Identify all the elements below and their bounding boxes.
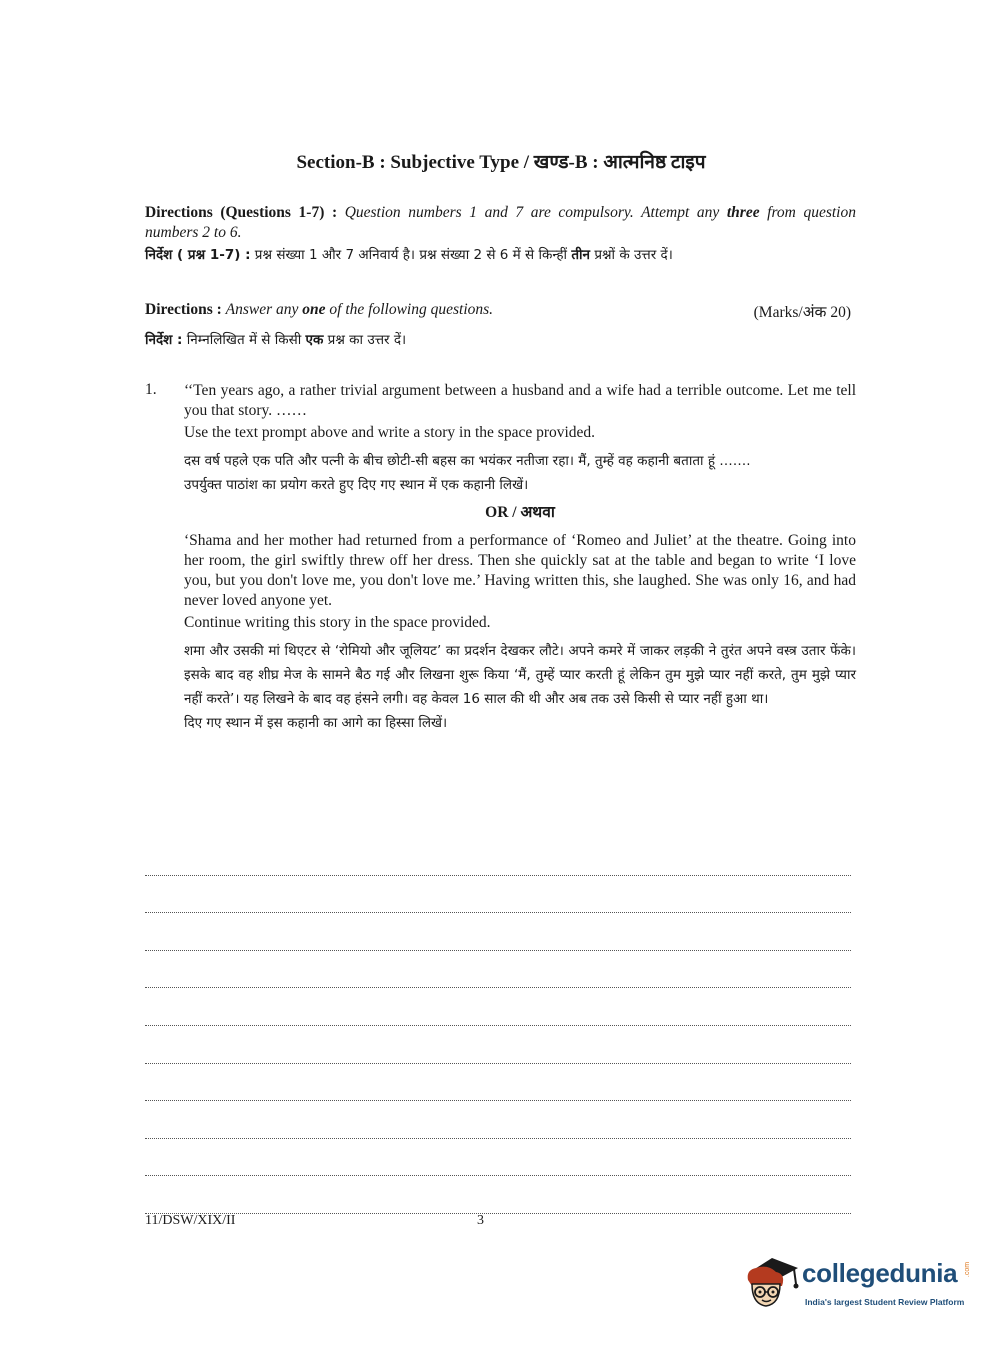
directions-sub-hi-label: निर्देश : (145, 332, 183, 348)
directions-sub-hindi (145, 328, 856, 352)
directions-main-hi-text-2: प्रश्नों के उत्तर दें। (594, 247, 673, 263)
answer-line[interactable] (145, 951, 851, 989)
answer-line[interactable] (145, 1101, 851, 1139)
or-separator: OR / अथवा (485, 504, 555, 521)
prompt-1-hindi: दस वर्ष पहले एक पति और पत्नी के बीच छोटी-सी बहस का भयंकर नतीजा रहा। मैं, तुम्हें वह कहानी बताता हूं ……. (184, 453, 751, 469)
answer-line[interactable] (145, 1026, 851, 1064)
marks-label: (Marks/अंक 20) (753, 304, 851, 321)
directions-sub-label: Directions : (145, 301, 222, 318)
prompt-1: ‘‘Ten years ago, a rather trivial argument between a husband and a wife had a terrible outcome. Let me tell you that story. …… (184, 382, 856, 419)
collegedunia-logo[interactable] (742, 1250, 972, 1312)
paper-code: 11/DSW/XIX/II (145, 1213, 236, 1228)
answer-line[interactable] (145, 838, 851, 876)
directions-main-hi-emph: तीन (571, 247, 591, 263)
answer-line[interactable] (145, 876, 851, 914)
question-body (184, 381, 856, 735)
instruction-2-hindi: दिए गए स्थान में इस कहानी का आगे का हिस्सा लिखें। (184, 715, 448, 731)
instruction-2: Continue writing this story in the space provided. (184, 614, 491, 631)
question-number: 1. (145, 381, 157, 398)
directions-sub-hi-text-1: निम्नलिखित में से किसी (186, 332, 302, 348)
mascot-icon (742, 1250, 800, 1312)
answer-line[interactable] (145, 913, 851, 951)
directions-sub-hi-emph: एक (305, 332, 324, 348)
answer-line[interactable] (145, 1139, 851, 1177)
directions-sub-text-1: Answer any (225, 301, 299, 318)
directions-main-label: Directions (Questions 1-7) : (145, 204, 338, 221)
directions-sub (145, 300, 705, 320)
page-number: 3 (477, 1213, 484, 1228)
directions-main-text-1: Question numbers 1 and 7 are compulsory. Attempt any (344, 204, 720, 221)
section-title: Section-B : Subjective Type / खण्ड-B : आत्मनिष्ठ टाइप (296, 152, 706, 173)
answer-line[interactable] (145, 1176, 851, 1214)
directions-main-emph: three (726, 204, 760, 221)
directions-main-hindi (145, 243, 856, 267)
logo-tagline: India's largest Student Review Platform (805, 1297, 965, 1307)
logo-wordmark: collegedunia (802, 1258, 958, 1288)
answer-area[interactable] (145, 838, 851, 1214)
instruction-1: Use the text prompt above and write a story in the space provided. (184, 424, 596, 441)
directions-main-text-2: from question numbers 2 to 6. (145, 204, 856, 241)
directions-sub-text-2: of the following questions. (329, 301, 494, 318)
directions-main (145, 203, 856, 243)
prompt-2: ‘Shama and her mother had returned from a performance of ‘Romeo and Juliet’ at the theatre. Going into her room, the girl swiftly threw off her dress. Then she quickly sat at the table and began to write ‘I love you, but you don't love me, you don't love me.’ Having written this, she laughed. She was only 16, and had never loved anyone yet. (184, 532, 856, 609)
directions-main-hi-text-1: प्रश्न संख्या 1 और 7 अनिवार्य है। प्रश्न संख्या 2 से 6 में से किन्हीं (254, 247, 568, 263)
logo-suffix: .com (964, 1261, 972, 1278)
directions-sub-hi-text-2: प्रश्न का उत्तर दें। (327, 332, 407, 348)
directions-main-hi-label: निर्देश ( प्रश्न 1-7) : (145, 247, 251, 263)
answer-line[interactable] (145, 988, 851, 1026)
answer-line[interactable] (145, 1064, 851, 1102)
instruction-1-hindi: उपर्युक्त पाठांश का प्रयोग करते हुए दिए गए स्थान में एक कहानी लिखें। (184, 477, 529, 493)
directions-sub-emph: one (302, 301, 326, 318)
prompt-2-hindi: शमा और उसकी मां थिएटर से ‘रोमियो और जूलियट’ का प्रदर्शन देखकर लौटे। अपने कमरे में जाकर लड़की ने तुरंत अपने वस्त्र उतार फेंके। इसके बाद वह शीघ्र मेज के सामने बैठ गई और लिखना शुरू किया ‘मैं, तुम्हें प्यार करती हूं लेकिन तुम मुझे प्यार नहीं करते, तुम मुझे प्यार नहीं करते’। यह लिखने के बाद वह हंसने लगी। वह केवल 16 साल की थी और अब तक उसे किसी से प्यार नहीं हुआ था। (184, 643, 856, 707)
